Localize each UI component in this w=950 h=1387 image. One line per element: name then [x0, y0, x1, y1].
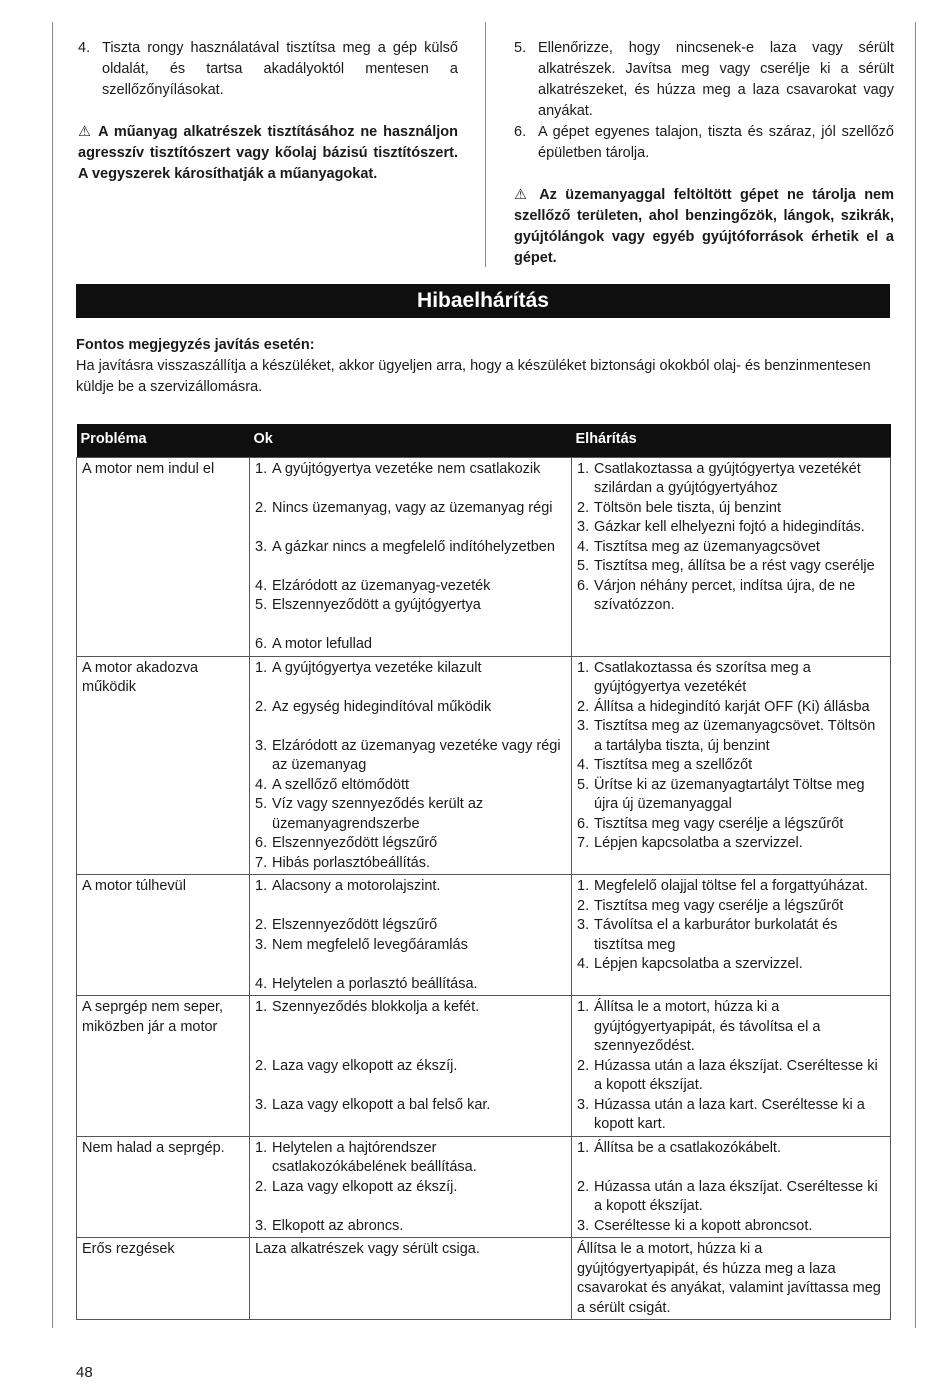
- item-text: Elzáródott az üzemanyag vezetéke vagy régi az üzemanyag: [272, 737, 561, 773]
- remedy-cell: [572, 996, 891, 1137]
- item-number: 4.: [255, 577, 268, 594]
- warning-text: A műanyag alkatrészek tisztításához ne használjon agresszív tisztítószert vagy kőolaj bázisú tisztítószert. A vegyszerek károsíthatják a műanyagokat.: [78, 124, 459, 182]
- list-item: [577, 1217, 885, 1237]
- remedy-cell: [572, 1238, 891, 1320]
- cause-cell: [250, 1136, 572, 1238]
- item-text: Laza alkatrészek vagy sérült csiga.: [255, 1241, 480, 1257]
- item-text: Húzassa után a laza kart. Cseréltesse ki a kopott kart.: [594, 1096, 865, 1132]
- list-item: [577, 897, 885, 917]
- item-text: Laza vagy elkopott a bal felső kar.: [272, 1096, 491, 1113]
- list-item: [255, 698, 566, 718]
- item-text: Távolítsa el a karburátor burkolatát és tisztítsa meg: [594, 917, 838, 953]
- item-text: A motor lefullad: [272, 636, 372, 652]
- list-item: [577, 659, 885, 698]
- list-item: [255, 1057, 566, 1077]
- item-text: Helytelen a porlasztó beállítása.: [272, 975, 478, 992]
- list-item: [255, 854, 566, 874]
- table-row: [77, 875, 891, 996]
- problem-cell: A seprgép nem seper, miközben jár a motor: [77, 996, 250, 1137]
- item-number: 3.: [577, 718, 590, 734]
- list-item: [255, 936, 566, 956]
- item-number: 6.: [255, 835, 268, 851]
- item-number: 4.: [78, 40, 91, 56]
- list-item: [255, 916, 566, 936]
- item-number: 2.: [255, 499, 268, 516]
- item-number: 2.: [255, 698, 268, 715]
- column-divider: [485, 22, 486, 267]
- item-number: 3.: [255, 1217, 268, 1234]
- list-item: [255, 538, 566, 558]
- item-number: 5.: [255, 796, 268, 812]
- list-item: [255, 659, 566, 679]
- item-number: 7.: [577, 835, 590, 851]
- item-text: Cseréltesse ki a kopott abroncsot.: [594, 1217, 813, 1234]
- item-text: A gépet egyenes talajon, tiszta és száraz, jól szellőző épületben tárolja.: [538, 124, 894, 161]
- item-text: Gázkar kell elhelyezni fojtó a hidegindítás.: [594, 519, 865, 535]
- list-item: [577, 776, 885, 815]
- item-number: 6.: [255, 636, 268, 652]
- remedy-cell: [572, 457, 891, 656]
- item-number: 1.: [577, 659, 590, 676]
- table-row: [77, 457, 891, 656]
- item-text: A gázkar nincs a megfelelő indítóhelyzetben: [272, 538, 555, 555]
- item-number: 2.: [255, 1057, 268, 1074]
- item-text: Alacsony a motorolajszint.: [272, 878, 441, 894]
- list-item: [514, 38, 894, 122]
- list-item: [577, 756, 885, 776]
- list-item: [577, 577, 885, 616]
- item-text: A gyújtógyertya vezetéke nem csatlakozik: [272, 460, 541, 477]
- list-item: [577, 1057, 885, 1096]
- list-item: [577, 955, 885, 975]
- item-text: Helytelen a hajtórendszer csatlakozókábelének beállítása.: [272, 1139, 477, 1175]
- item-number: 4.: [255, 776, 268, 793]
- list-item: [577, 557, 885, 577]
- list-item: [255, 1240, 566, 1260]
- list-item: [577, 698, 885, 718]
- list-item: [577, 815, 885, 835]
- list-item: [577, 1240, 885, 1318]
- item-number: 4.: [255, 975, 268, 992]
- item-text: Állítsa le a motort, húzza ki a gyújtógyertyapipát, és távolítsa el a szennyeződést.: [594, 999, 821, 1054]
- item-text: Víz vagy szennyeződés került az üzemanyagrendszerbe: [272, 796, 484, 832]
- page-number: 48: [76, 1364, 93, 1381]
- list-item: [577, 717, 885, 756]
- item-text: Tisztítsa meg az üzemanyagcsövet. Töltsön a tartályba tiszta, új benzint: [594, 718, 876, 754]
- header-remedy: Elhárítás: [572, 424, 891, 457]
- table-row: [77, 656, 891, 875]
- item-text: Húzassa után a laza ékszíjat. Cseréltesse ki a kopott ékszíjat.: [594, 1178, 878, 1214]
- item-text: Állítsa be a csatlakozókábelt.: [594, 1139, 781, 1156]
- list-item: [255, 1139, 566, 1178]
- left-margin-rule: [52, 22, 53, 1328]
- cause-cell: [250, 996, 572, 1137]
- item-text: Szennyeződés blokkolja a kefét.: [272, 999, 480, 1015]
- list-item: [255, 834, 566, 854]
- item-number: 6.: [577, 815, 590, 832]
- item-text: Nincs üzemanyag, vagy az üzemanyag régi: [272, 499, 553, 516]
- list-item: [255, 635, 566, 655]
- list-item: [577, 499, 885, 519]
- item-number: 2.: [577, 1057, 590, 1074]
- item-number: 3.: [577, 519, 590, 535]
- item-text: Ürítse ki az üzemanyagtartályt Töltse meg újra új üzemanyaggal: [594, 776, 865, 812]
- item-number: 1.: [255, 1139, 268, 1156]
- item-number: 3.: [577, 1217, 590, 1234]
- item-text: Csatlakoztassa és szorítsa meg a gyújtógyertya vezetékét: [594, 659, 811, 695]
- item-text: Húzassa után a laza ékszíjat. Cseréltesse ki a kopott ékszíjat.: [594, 1057, 878, 1093]
- problem-cell: Erős rezgések: [77, 1238, 250, 1320]
- item-number: 1.: [255, 878, 268, 894]
- list-item: [577, 460, 885, 499]
- table-row: [77, 1136, 891, 1238]
- item-text: A szellőző eltömődött: [272, 776, 410, 793]
- problem-cell: A motor nem indul el: [77, 457, 250, 656]
- list-item: [577, 998, 885, 1057]
- item-text: Nem megfelelő levegőáramlás: [272, 936, 468, 953]
- remedy-cell: [572, 875, 891, 996]
- item-text: Állítsa le a motort, húzza ki a gyújtógyertyapipát, és húzza meg a laza csavarokat és anyákat, valamint javíttassa meg a sérült csigát.: [577, 1241, 881, 1316]
- item-text: A gyújtógyertya vezetéke kilazult: [272, 659, 482, 676]
- item-number: 7.: [255, 854, 268, 871]
- list-item: [255, 795, 566, 834]
- item-text: Tisztítsa meg, állítsa be a rést vagy cserélje: [594, 558, 875, 574]
- note-title: Fontos megjegyzés javítás esetén:: [76, 337, 315, 353]
- item-text: Laza vagy elkopott az ékszíj.: [272, 1178, 458, 1195]
- list-item: [255, 460, 566, 480]
- left-column: [78, 38, 458, 185]
- item-text: Lépjen kapcsolatba a szervizzel.: [594, 835, 803, 851]
- table-header-row: [77, 424, 891, 457]
- item-number: 4.: [577, 757, 590, 773]
- list-item: [255, 577, 566, 597]
- item-number: 1.: [577, 999, 590, 1015]
- list-item: [78, 38, 458, 101]
- warning-text: Az üzemanyaggal feltöltött gépet ne tárolja nem szellőző területen, ahol benzingőzök, lángok, szikrák, gyújtólángok vagy egyéb gyújtóforrások érhetik el a gépet.: [514, 187, 895, 266]
- item-number: 3.: [255, 1096, 268, 1113]
- item-text: Töltsön bele tiszta, új benzint: [594, 499, 781, 516]
- item-number: 2.: [255, 1178, 268, 1195]
- list-item: [577, 1139, 885, 1159]
- item-text: Elszennyeződött a gyújtógyertya: [272, 597, 481, 613]
- table-row: [77, 1238, 891, 1320]
- header-problem: Probléma: [77, 424, 250, 457]
- item-number: 5.: [514, 40, 527, 56]
- problem-cell: A motor akadozva működik: [77, 656, 250, 875]
- list-item: [577, 538, 885, 558]
- right-margin-rule: [915, 22, 916, 1328]
- list-item: [255, 877, 566, 897]
- item-text: Az egység hidegindítóval működik: [272, 698, 492, 715]
- item-text: Megfelelő olajjal töltse fel a forgattyúházat.: [594, 878, 869, 894]
- item-number: 4.: [577, 538, 590, 555]
- list-item: [577, 518, 885, 538]
- section-title: Hibaelhárítás: [76, 284, 890, 318]
- list-item: [514, 122, 894, 164]
- item-number: 6.: [577, 577, 590, 594]
- item-number: 1.: [255, 659, 268, 676]
- item-number: 2.: [577, 897, 590, 914]
- list-item: [255, 1096, 566, 1116]
- problem-cell: A motor túlhevül: [77, 875, 250, 996]
- right-column: [514, 38, 894, 269]
- item-number: 1.: [577, 1139, 590, 1156]
- warning-triangle-icon: ⚠: [78, 124, 93, 140]
- item-number: 5.: [255, 597, 268, 613]
- list-item: [255, 1178, 566, 1198]
- note-text: Ha javításra visszaszállítja a készüléket, akkor ügyeljen arra, hogy a készüléket biztonsági okokból olaj- és benzinmentesen küldje be a szervizállomásra.: [76, 358, 871, 395]
- item-number: 1.: [577, 878, 590, 894]
- item-number: 3.: [577, 1096, 590, 1113]
- item-number: 1.: [255, 999, 268, 1015]
- cause-cell: [250, 656, 572, 875]
- item-number: 6.: [514, 124, 527, 140]
- item-number: 3.: [255, 538, 268, 555]
- item-text: Laza vagy elkopott az ékszíj.: [272, 1057, 458, 1074]
- item-text: Tiszta rongy használatával tisztítsa meg a gép külső oldalát, és tartsa akadályoktól mentesen a szellőzőnyílásokat.: [102, 40, 458, 98]
- item-number: 5.: [577, 776, 590, 793]
- cause-cell: [250, 457, 572, 656]
- item-number: 1.: [255, 460, 268, 477]
- item-number: 4.: [577, 956, 590, 972]
- list-item: [255, 998, 566, 1018]
- item-text: Tisztítsa meg vagy cserélje a légszűrőt: [594, 815, 844, 832]
- remedy-cell: [572, 1136, 891, 1238]
- warning-triangle-icon: ⚠: [514, 187, 532, 203]
- item-text: Elszennyeződött légszűrő: [272, 917, 438, 933]
- item-text: Lépjen kapcsolatba a szervizzel.: [594, 956, 803, 972]
- item-text: Hibás porlasztóbeállítás.: [272, 854, 430, 871]
- item-number: 2.: [255, 917, 268, 933]
- list-item: [255, 737, 566, 776]
- list-item: [577, 877, 885, 897]
- list-item: [577, 1178, 885, 1217]
- item-text: Állítsa a hidegindító karját OFF (Ki) állásba: [594, 698, 870, 715]
- cause-cell: [250, 1238, 572, 1320]
- item-text: Tisztítsa meg vagy cserélje a légszűrőt: [594, 897, 844, 914]
- table-row: [77, 996, 891, 1137]
- item-text: Ellenőrizze, hogy nincsenek-e laza vagy sérült alkatrészek. Javítsa meg vagy cserélje ki a sérült alkatrészeket, és húzza meg a laza csavarokat vagy anyákat.: [538, 40, 894, 119]
- item-number: 2.: [577, 1178, 590, 1195]
- item-number: 3.: [255, 737, 268, 754]
- problem-cell: Nem halad a seprgép.: [77, 1136, 250, 1238]
- item-text: Elszennyeződött légszűrő: [272, 835, 438, 851]
- item-text: Elkopott az abroncs.: [272, 1217, 404, 1234]
- item-number: 5.: [577, 558, 590, 574]
- list-item: [577, 916, 885, 955]
- list-item: [255, 499, 566, 519]
- item-text: Tisztítsa meg az üzemanyagcsövet: [594, 538, 820, 555]
- warning-plastic-cleaning: [78, 122, 458, 185]
- remedy-cell: [572, 656, 891, 875]
- list-item: [577, 1096, 885, 1135]
- repair-note: [76, 335, 890, 398]
- list-item: [255, 1217, 566, 1237]
- troubleshooting-table: [76, 424, 891, 1320]
- list-item: [577, 834, 885, 854]
- list-item: [255, 975, 566, 995]
- item-text: Elzáródott az üzemanyag-vezeték: [272, 577, 491, 594]
- warning-fuel-storage: [514, 185, 894, 269]
- item-number: 2.: [577, 698, 590, 715]
- item-text: Várjon néhány percet, indítsa újra, de ne szívatózzon.: [594, 577, 856, 613]
- item-number: 1.: [577, 460, 590, 477]
- cause-cell: [250, 875, 572, 996]
- item-text: Csatlakoztassa a gyújtógyertya vezetékét szilárdan a gyújtógyertyához: [594, 460, 861, 496]
- item-number: 2.: [577, 499, 590, 516]
- item-number: 3.: [577, 917, 590, 933]
- item-text: Tisztítsa meg a szellőzőt: [594, 757, 753, 773]
- item-number: 3.: [255, 936, 268, 953]
- list-item: [255, 596, 566, 616]
- header-cause: Ok: [250, 424, 572, 457]
- list-item: [255, 776, 566, 796]
